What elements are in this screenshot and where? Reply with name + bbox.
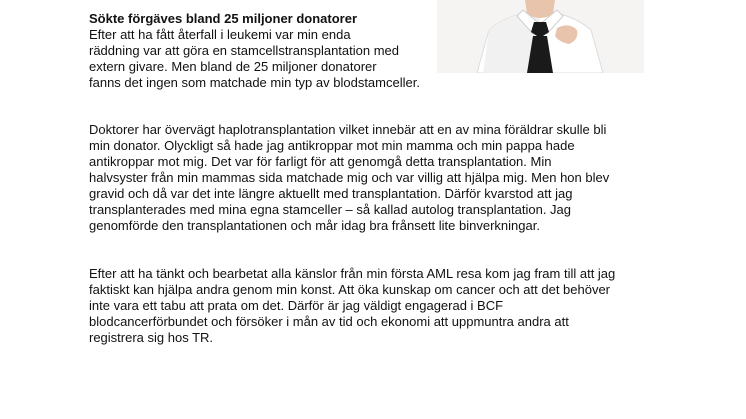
paragraph-line: registrera sig hos TR. <box>89 330 214 345</box>
paragraph-line: genomförde den transplantationen och mår idag bra frånsett lite binverkningar. <box>89 218 540 233</box>
paragraph-line: antikroppar mot mig. Det var för farligt för att genomgå detta transplantation. Min <box>89 154 552 169</box>
paragraph-1 <box>89 27 420 91</box>
paragraph-line: min donator. Olyckligt så hade jag antikroppar mot min mamma och min pappa hade <box>89 138 575 153</box>
paragraph-2 <box>89 122 609 234</box>
article-heading: Sökte förgäves bland 25 miljoner donatorer <box>89 11 358 26</box>
paragraph-line: Efter att ha fått återfall i leukemi var min enda <box>89 27 351 42</box>
paragraph-line: faktiskt kan hjälpa andra genom min konst. Att öka kunskap om cancer och att det behöver <box>89 282 611 297</box>
portrait-photo-icon <box>437 0 644 73</box>
paragraph-line: fanns det ingen som matchade min typ av blodstamceller. <box>89 75 420 90</box>
paragraph-3 <box>89 266 615 346</box>
paragraph-line: extern givare. Men bland de 25 miljoner donatorer <box>89 59 377 74</box>
paragraph-line: blodcancerförbundet och försöker i mån av tid och ekonomi att uppmuntra andra att <box>89 314 569 329</box>
paragraph-line: räddning var att göra en stamcellstransplantation med <box>89 43 400 58</box>
paragraph-line: Doktorer har övervägt haplotransplantation vilket innebär att en av mina föräldrar skulle bli <box>89 122 607 137</box>
paragraph-line: Efter att ha tänkt och bearbetat alla känslor från min första AML resa kom jag fram till att jag <box>89 266 616 281</box>
paragraph-line: inte vara ett tabu att prata om det. Därför är jag väldigt engagerad i BCF <box>89 298 504 313</box>
paragraph-line: gravid och då var det inte längre aktuellt med transplantation. Därför kvarstod att jag <box>89 186 573 201</box>
paragraph-line: transplanterades med mina egna stamceller – så kallad autolog transplantation. Jag <box>89 202 572 217</box>
paragraph-line: halvsyster från min mammas sida matchade mig och var villig att hjälpa mig. Men hon blev <box>89 170 610 185</box>
portrait-photo <box>437 0 644 73</box>
